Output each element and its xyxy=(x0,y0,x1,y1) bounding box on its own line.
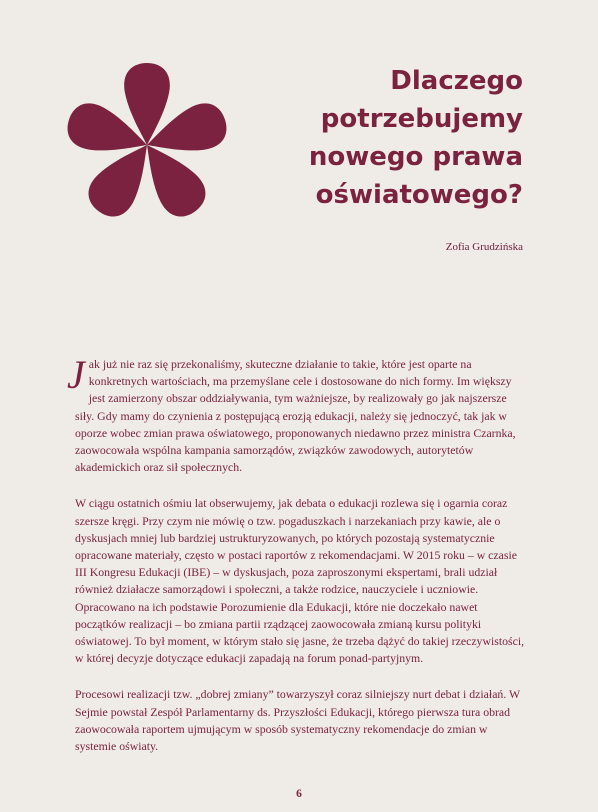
title-line: nowego prawa xyxy=(308,142,523,172)
paragraph-3: Procesowi realizacji tzw. „dobrej zmiany” towarzyszył coraz silniejszy nurt debat i działań. W Sejmie powstał Zespół Parlamentarny ds. Przyszłości Edukacji, którego pierwsza tura obrad zaowocowała raportem ujmującym w sposób systematyczny rekomendacje do zmian w systemie oświaty. xyxy=(75,687,520,754)
five-petal-flower-icon xyxy=(62,60,232,230)
author-name: Zofia Grudzińska xyxy=(445,241,523,253)
title-line: potrzebujemy xyxy=(320,104,523,134)
title-line: Dlaczego xyxy=(390,66,523,96)
page-number: 6 xyxy=(296,788,302,800)
article-body xyxy=(67,352,525,774)
paragraph-2: W ciągu ostatnich ośmiu lat obserwujemy, jak debata o edukacji rozlewa się i ogarnia coraz szersze kręgi. Przy czym nie mówię o tzw. pogaduszkach i narzekaniach przy kawie, ale o dyskusjach mniej lub bardziej ustrukturyzowanych, po których pozostają systematycznie opracowane materiały, często w postaci raportów z rekomendacjami. W 2015 roku – w czasie III Kongresu Edukacji (IBE) – w dyskusjach, poza zaproszonymi ekspertami, brali udział również działacze samorządowi i społeczni, a także rodzice, nauczyciele i uczniowie. Opracowano na ich podstawie Porozumienie dla Edukacji, które nie doczekało nawet początków realizacji – bo zmiana partii rządzącej zaowocowała zmianą kursu polityki oświatowej. To był moment, w którym stało się jasne, że trzeba dążyć do takiej rzeczywistości, w której decyzje dotyczące edukacji zapadają na forum ponad-partyjnym. xyxy=(75,496,525,666)
paragraph-1-text: ak już nie raz się przekonaliśmy, skuteczne działanie to takie, które jest oparte na konkretnych wartościach, ma przemyślane cele i dostosowane do nich formy. Im większy jest zamierzony obszar oddziaływania, tym ważniejsze, by realizowały go jak najszersze siły. Gdy mamy do czynienia z postępującą erozją edukacji, należy się jednoczyć, tak jak w oporze wobec zmian prawa oświatowego, proponowanych niedawno przez ministra Czarnka, zaowocowała wspólna kampania samorządów, związków zawodowych, autorytetów akademickich oraz sił społecznych. xyxy=(75,357,516,475)
article-title xyxy=(223,62,523,214)
drop-cap: J xyxy=(67,352,85,397)
title-line: oświatowego? xyxy=(315,180,523,210)
paragraph-1 xyxy=(67,352,525,476)
